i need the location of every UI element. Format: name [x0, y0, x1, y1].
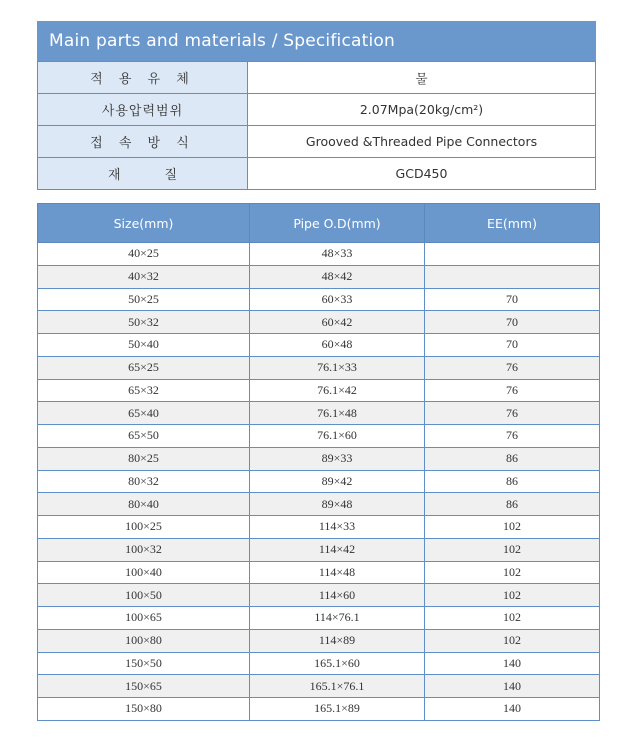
cell-pipe-od: 89×42	[250, 470, 425, 493]
cell-ee: 102	[425, 516, 600, 539]
cell-pipe-od: 89×33	[250, 447, 425, 470]
table-row	[38, 243, 600, 266]
cell-ee: 70	[425, 288, 600, 311]
cell-pipe-od: 114×42	[250, 538, 425, 561]
spec-label-connection: 접 속 방 식	[38, 126, 248, 158]
cell-size: 80×40	[38, 493, 250, 516]
cell-pipe-od: 76.1×33	[250, 356, 425, 379]
cell-pipe-od: 165.1×76.1	[250, 675, 425, 698]
size-table-body	[38, 243, 600, 721]
spec-value-connection: Grooved &Threaded Pipe Connectors	[248, 126, 596, 158]
table-row	[38, 629, 600, 652]
size-table-header	[38, 204, 600, 243]
cell-ee	[425, 265, 600, 288]
cell-ee: 86	[425, 493, 600, 516]
cell-size: 50×40	[38, 334, 250, 357]
table-row	[38, 675, 600, 698]
table-row	[38, 538, 600, 561]
spec-row-connection	[38, 126, 596, 158]
cell-size: 100×40	[38, 561, 250, 584]
cell-pipe-od: 76.1×60	[250, 425, 425, 448]
spec-row-fluid	[38, 62, 596, 94]
cell-pipe-od: 114×89	[250, 629, 425, 652]
spec-table	[37, 61, 596, 190]
table-row	[38, 584, 600, 607]
cell-ee: 76	[425, 425, 600, 448]
cell-pipe-od: 76.1×48	[250, 402, 425, 425]
table-row	[38, 561, 600, 584]
cell-ee: 140	[425, 675, 600, 698]
spec-value-pressure: 2.07Mpa(20kg/cm²)	[248, 94, 596, 126]
cell-pipe-od: 114×33	[250, 516, 425, 539]
spec-label-pressure: 사용압력범위	[38, 94, 248, 126]
cell-pipe-od: 114×48	[250, 561, 425, 584]
cell-pipe-od: 60×33	[250, 288, 425, 311]
table-row	[38, 311, 600, 334]
table-row	[38, 334, 600, 357]
spec-row-pressure	[38, 94, 596, 126]
cell-pipe-od: 60×48	[250, 334, 425, 357]
spec-value-fluid: 물	[248, 62, 596, 94]
cell-ee	[425, 243, 600, 266]
table-row	[38, 425, 600, 448]
cell-size: 150×65	[38, 675, 250, 698]
cell-ee: 76	[425, 379, 600, 402]
cell-size: 50×25	[38, 288, 250, 311]
table-row	[38, 516, 600, 539]
cell-ee: 70	[425, 334, 600, 357]
cell-pipe-od: 165.1×89	[250, 698, 425, 721]
cell-ee: 76	[425, 356, 600, 379]
table-row	[38, 356, 600, 379]
cell-size: 40×32	[38, 265, 250, 288]
cell-pipe-od: 114×76.1	[250, 607, 425, 630]
table-row	[38, 447, 600, 470]
table-row	[38, 470, 600, 493]
cell-size: 100×80	[38, 629, 250, 652]
cell-size: 50×32	[38, 311, 250, 334]
cell-ee: 102	[425, 561, 600, 584]
cell-size: 65×25	[38, 356, 250, 379]
table-row	[38, 402, 600, 425]
cell-ee: 102	[425, 607, 600, 630]
cell-size: 80×25	[38, 447, 250, 470]
cell-pipe-od: 76.1×42	[250, 379, 425, 402]
cell-size: 100×32	[38, 538, 250, 561]
cell-ee: 140	[425, 652, 600, 675]
cell-ee: 86	[425, 470, 600, 493]
table-row	[38, 607, 600, 630]
cell-pipe-od: 48×42	[250, 265, 425, 288]
spec-title: Main parts and materials / Specification	[37, 21, 596, 61]
cell-size: 150×80	[38, 698, 250, 721]
cell-size: 80×32	[38, 470, 250, 493]
spec-value-material: GCD450	[248, 158, 596, 190]
cell-size: 40×25	[38, 243, 250, 266]
table-row	[38, 379, 600, 402]
cell-ee: 86	[425, 447, 600, 470]
cell-pipe-od: 60×42	[250, 311, 425, 334]
spec-label-material: 재질	[38, 158, 248, 190]
cell-size: 150×50	[38, 652, 250, 675]
table-row	[38, 265, 600, 288]
table-row	[38, 288, 600, 311]
size-table	[37, 203, 600, 721]
cell-pipe-od: 89×48	[250, 493, 425, 516]
cell-size: 65×32	[38, 379, 250, 402]
cell-size: 100×25	[38, 516, 250, 539]
cell-size: 65×40	[38, 402, 250, 425]
table-row	[38, 652, 600, 675]
cell-size: 100×50	[38, 584, 250, 607]
table-row	[38, 493, 600, 516]
spec-row-material	[38, 158, 596, 190]
cell-ee: 102	[425, 538, 600, 561]
cell-ee: 70	[425, 311, 600, 334]
cell-size: 100×65	[38, 607, 250, 630]
cell-pipe-od: 48×33	[250, 243, 425, 266]
table-row	[38, 698, 600, 721]
cell-ee: 140	[425, 698, 600, 721]
cell-ee: 76	[425, 402, 600, 425]
cell-ee: 102	[425, 584, 600, 607]
header-pipe-od: Pipe O.D(mm)	[250, 204, 425, 243]
cell-pipe-od: 114×60	[250, 584, 425, 607]
header-ee: EE(mm)	[425, 204, 600, 243]
cell-pipe-od: 165.1×60	[250, 652, 425, 675]
header-size: Size(mm)	[38, 204, 250, 243]
cell-size: 65×50	[38, 425, 250, 448]
spec-label-fluid: 적 용 유 체	[38, 62, 248, 94]
cell-ee: 102	[425, 629, 600, 652]
